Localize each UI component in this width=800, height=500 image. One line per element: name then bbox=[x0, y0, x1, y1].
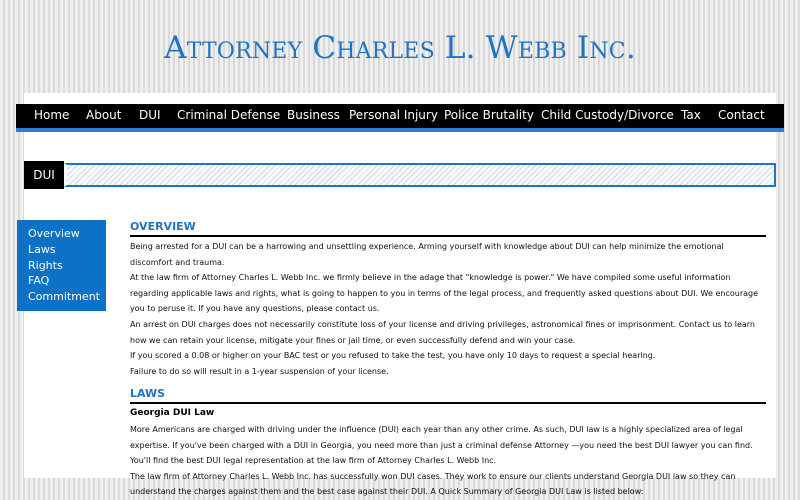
overview-paragraph: If you scored a 0.08 or higher on your BAC test or you refused to take the test, you have only 10 days to request a special hearing. bbox=[130, 351, 656, 361]
nav-about[interactable]: About bbox=[86, 108, 122, 122]
main-content bbox=[130, 220, 766, 500]
sidebar-menu bbox=[17, 220, 106, 311]
nav-contact[interactable]: Contact bbox=[718, 108, 765, 122]
nav-child-custody-divorce[interactable]: Child Custody/Divorce bbox=[541, 108, 674, 122]
overview-paragraph: At the law firm of Attorney Charles L. Webb Inc. we firmly believe in the adage that "knowledge is power." We have compiled some useful information regarding applicable laws and rights, what is going to happen to you in terms of the legal process, and frequently asked questions about DUI. We encourage you to peruse it. If you have any questions, please contact us. bbox=[130, 273, 759, 314]
laws-heading: LAWS bbox=[130, 387, 766, 404]
overview-paragraph: Being arrested for a DUI can be a harrowing and unsettling experience. Arming yourself with knowledge about DUI can help minimize the emotional discomfort and trauma. bbox=[130, 242, 724, 267]
nav-dui[interactable]: DUI bbox=[139, 108, 161, 122]
sidebar-item-faq[interactable]: FAQ bbox=[28, 274, 50, 288]
nav-home[interactable]: Home bbox=[34, 108, 70, 122]
section-hatch-bar bbox=[64, 163, 776, 187]
nav-tax[interactable]: Tax bbox=[681, 108, 701, 122]
overview-paragraph: Failure to do so will result in a 1-year suspension of your license. bbox=[130, 366, 389, 376]
sidebar-item-laws[interactable]: Laws bbox=[28, 242, 56, 256]
main-nav bbox=[16, 104, 784, 132]
overview-heading: OVERVIEW bbox=[130, 220, 766, 237]
nav-criminal-defense[interactable]: Criminal Defense bbox=[177, 108, 281, 122]
nav-personal-injury[interactable]: Personal Injury bbox=[349, 108, 438, 122]
laws-paragraph: More Americans are charged with driving under the influence (DUI) each year than any other crime. As such, DUI law is a highly specialized area of legal expertise. If you've been charged with a DUI in Georgia, you need more than just a criminal defense Attorney —you need the best DUI lawyer you can find. You'll find the best DUI legal representation at the law firm of Attorney Charles L. Webb Inc. bbox=[130, 424, 753, 466]
nav-police-brutality[interactable]: Police Brutality bbox=[444, 108, 534, 122]
section-header bbox=[24, 161, 776, 189]
site-title: Attorney Charles L. Webb Inc. bbox=[164, 30, 636, 66]
laws-subheading: Georgia DUI Law bbox=[130, 408, 215, 419]
overview-paragraph: An arrest on DUI charges does not necessarily constitute loss of your license and driving privileges, astronomical fines or imprisonment. Contact us to learn how we can retain your license, mitigate your fines or jail time, or even successfully defend and win your case. bbox=[130, 319, 755, 345]
nav-business[interactable]: Business bbox=[287, 108, 340, 122]
sidebar-item-rights[interactable]: Rights bbox=[28, 258, 63, 272]
laws-paragraph: The law firm of Attorney Charles L. Webb Inc. has successfully won DUI cases. They work to ensure our clients understand Georgia DUI law so they can understand the charges against them and the best case against their DUI. A Quick Summary of Georgia DUI Law is listed below: bbox=[130, 471, 736, 497]
section-label: DUI bbox=[24, 161, 64, 189]
sidebar-item-commitment[interactable]: Commitment bbox=[28, 290, 100, 304]
sidebar-item-overview[interactable]: Overview bbox=[28, 227, 80, 240]
